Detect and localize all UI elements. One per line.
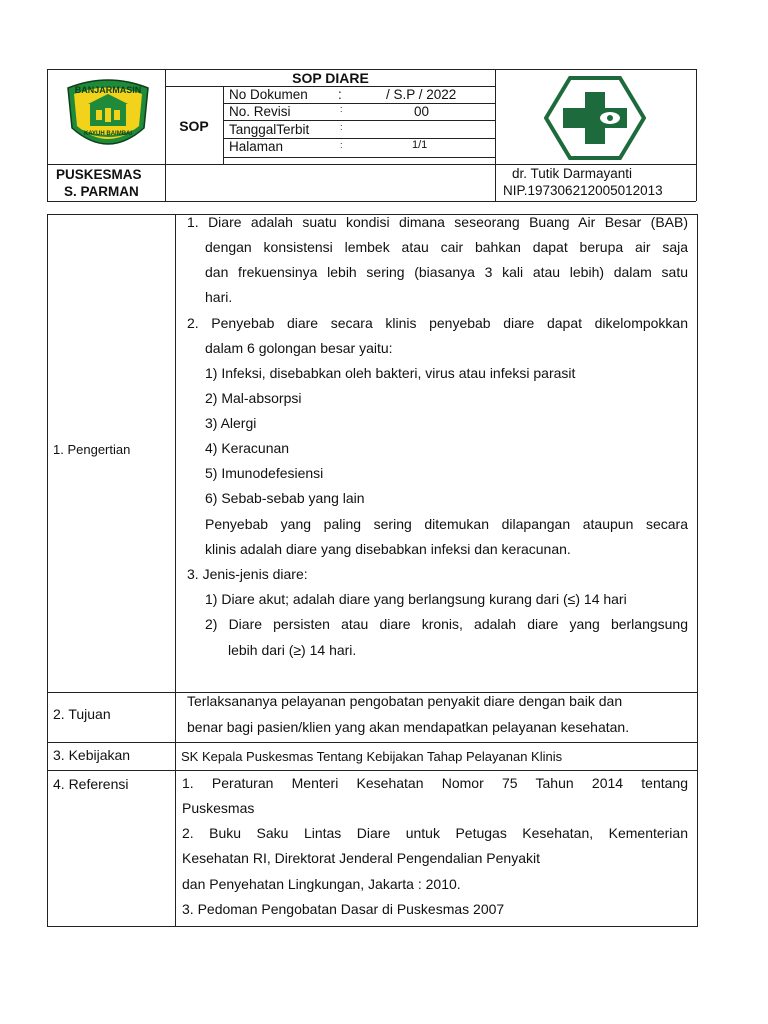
field-label: No. Revisi <box>229 104 291 119</box>
kebijakan-text: SK Kepala Puskesmas Tentang Kebijakan Tahap Pelayanan Klinis <box>181 749 563 764</box>
pengertian-line: 1. Diare adalah suatu kondisi dimana seseorang Buang Air Besar (BAB) <box>187 214 688 230</box>
signer-nip: NIP.197306212005012013 <box>503 183 663 198</box>
referensi-line: Kesehatan RI, Direktorat Jenderal Pengendalian Penyakit <box>182 850 540 866</box>
org-name-line2: S. PARMAN <box>64 184 139 199</box>
field-value: / S.P / 2022 <box>386 87 457 102</box>
field-label: TanggalTerbit <box>229 122 310 137</box>
referensi-line: 3. Pedoman Pengobatan Dasar di Puskesmas 2007 <box>182 901 505 917</box>
pengertian-line: dan frekuensinya lebih sering (biasanya 3 kali atau lebih) dalam satu <box>205 264 688 280</box>
section-label: 4. Referensi <box>53 776 129 792</box>
tujuan-line: benar bagi pasien/klien yang akan mendapatkan pelayanan kesehatan. <box>187 719 630 735</box>
field-sep: : <box>340 104 343 114</box>
tujuan-line: Terlaksananya pelayanan pengobatan penyakit diare dengan baik dan <box>187 693 623 709</box>
field-sep: : <box>340 140 343 150</box>
pengertian-line: dengan konsistensi lembek atau cair bahkan dapat berupa air saja <box>205 239 688 255</box>
pengertian-line: 3. Jenis-jenis diare: <box>187 566 308 582</box>
pengertian-line: 2) Diare persisten atau diare kronis, adalah diare yang berlangsung <box>205 616 688 632</box>
pengertian-line: 3) Alergi <box>205 415 257 431</box>
pengertian-line: hari. <box>205 289 233 305</box>
document-title: SOP DIARE <box>292 70 369 86</box>
puskesmas-logo <box>544 76 646 160</box>
field-value: 00 <box>414 104 430 119</box>
field-value: 1/1 <box>412 139 428 151</box>
referensi-line: 2. Buku Saku Lintas Diare untuk Petugas Kesehatan, Kementerian <box>182 825 688 841</box>
logo-text-top: BANJARMASIN <box>74 85 142 95</box>
field-label: Halaman <box>229 139 284 154</box>
pengertian-line: 5) Imunodefesiensi <box>205 465 324 481</box>
pengertian-line: Penyebab yang paling sering ditemukan dilapangan ataupun secara <box>205 516 688 532</box>
referensi-line: dan Penyehatan Lingkungan, Jakarta : 2010. <box>182 876 461 892</box>
section-label: 3. Kebijakan <box>53 747 131 763</box>
pengertian-line: 4) Keracunan <box>205 440 290 456</box>
pengertian-line: 2) Mal-absorpsi <box>205 390 302 406</box>
referensi-line: 1. Peraturan Menteri Kesehatan Nomor 75 Tahun 2014 tentang <box>182 775 688 791</box>
field-label: No Dokumen <box>229 87 308 102</box>
pengertian-line: 1) Infeksi, disebabkan oleh bakteri, virus atau infeksi parasit <box>205 365 576 381</box>
pengertian-line: 2. Penyebab diare secara klinis penyebab diare dapat dikelompokkan <box>187 315 688 331</box>
city-emblem-logo <box>60 78 156 156</box>
referensi-line: Puskesmas <box>182 800 255 816</box>
pengertian-line: klinis adalah diare yang disebabkan infeksi dan keracunan. <box>205 541 571 557</box>
pengertian-line: 1) Diare akut; adalah diare yang berlangsung kurang dari (≤) 14 hari <box>205 591 627 607</box>
section-label: 1. Pengertian <box>53 442 131 457</box>
org-name-line1: PUSKESMAS <box>56 167 142 182</box>
section-label: 2. Tujuan <box>53 706 111 722</box>
pengertian-line: 6) Sebab-sebab yang lain <box>205 490 365 506</box>
field-sep: : <box>340 122 343 132</box>
field-sep: : <box>338 87 342 102</box>
sop-label: SOP <box>179 118 209 134</box>
signer-name: dr. Tutik Darmayanti <box>512 166 633 181</box>
logo-text-bottom: KAYUH BAIMBAI <box>83 131 133 137</box>
pengertian-line: lebih dari (≥) 14 hari. <box>228 642 357 658</box>
pengertian-line: dalam 6 golongan besar yaitu: <box>205 340 393 356</box>
